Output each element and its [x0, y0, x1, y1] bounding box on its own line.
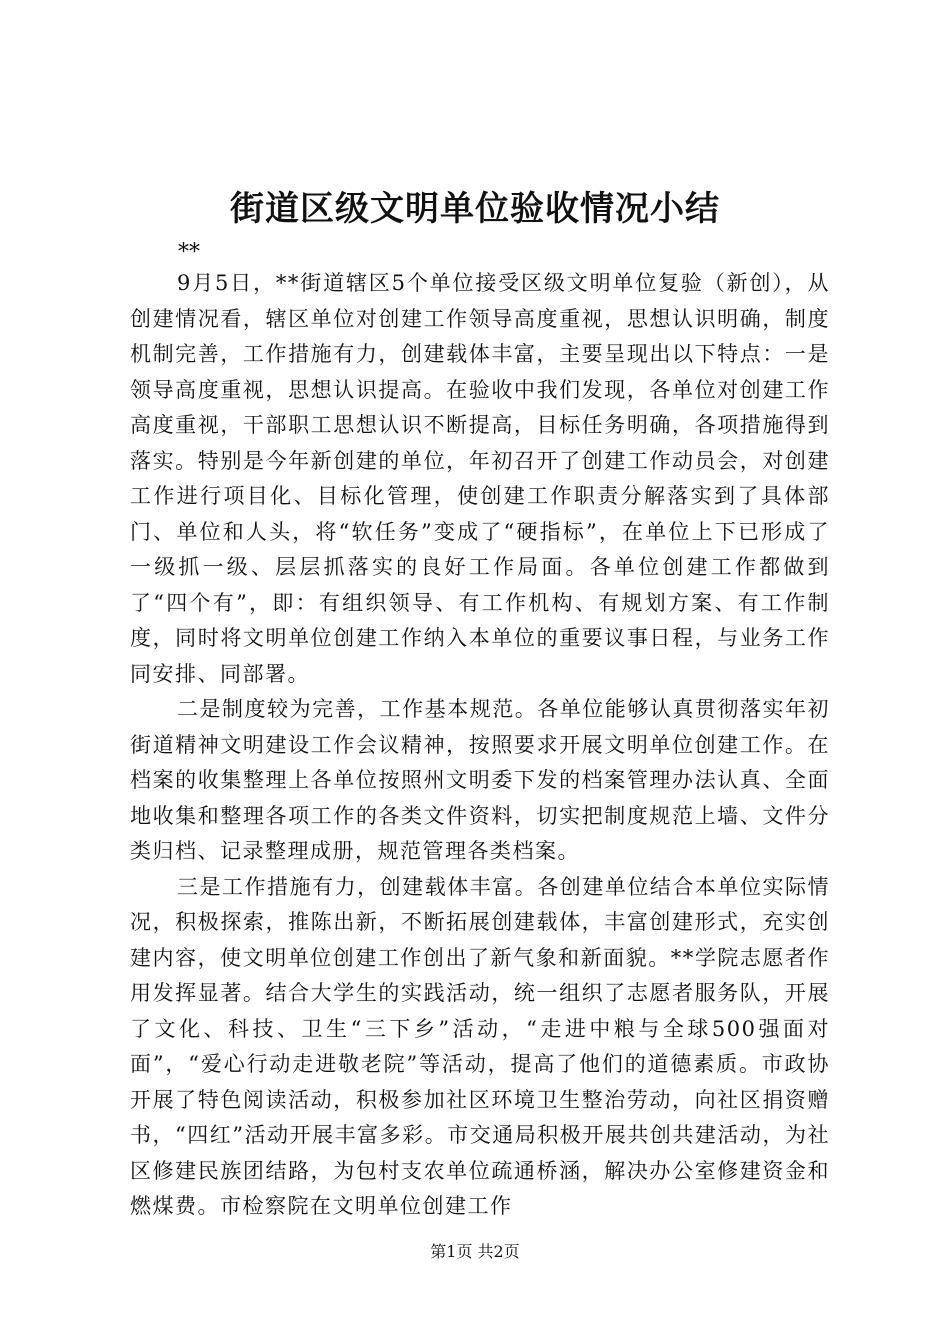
- paragraph-3: 三是工作措施有力，创建载体丰富。各创建单位结合本单位实际情况，积极探索，推陈出新，不断拓展创建载体，丰富创建形式，充实创建内容，使文明单位创建工作创出了新气象和新面貌。**学院志愿者作用发挥显著。结合大学生的实践活动，统一组织了志愿者服务队，开展了文化、科技、卫生“三下乡”活动，“走进中粮与全球500强面对面”，“爱心行动走进敬老院”等活动，提高了他们的道德素质。市政协开展了特色阅读活动，积极参加社区环境卫生整治劳动，向社区捐资赠书，“四红”活动开展丰富多彩。市交通局积极开展共创共建活动，为社区修建民族团结路，为包村支农单位疏通桥涵，解决办公室修建资金和燃煤费。市检察院在文明单位创建工作: [130, 874, 830, 1218]
- paragraph-2: 二是制度较为完善，工作基本规范。各单位能够认真贯彻落实年初街道精神文明建设工作会议精神，按照要求开展文明单位创建工作。在档案的收集整理上各单位按照州文明委下发的档案管理办法认真、全面地收集和整理各项工作的各类文件资料，切实把制度规范上墙、文件分类归档、记录整理成册，规范管理各类档案。: [130, 697, 830, 863]
- paragraph-1: 9月5日，**街道辖区5个单位接受区级文明单位复验（新创），从创建情况看，辖区单位对创建工作领导高度重视，思想认识明确，制度机制完善，工作措施有力，创建载体丰富，主要呈现出以下特点：一是领导高度重视，思想认识提高。在验收中我们发现，各单位对创建工作高度重视，干部职工思想认识不断提高，目标任务明确，各项措施得到落实。特别是今年新创建的单位，年初召开了创建工作动员会，对创建工作进行项目化、目标化管理，使创建工作职责分解落实到了具体部门、单位和人头，将“软任务”变成了“硬指标”，在单位上下已形成了一级抓一级、层层抓落实的良好工作局面。各单位创建工作都做到了“四个有”，即：有组织领导、有工作机构、有规划方案、有工作制度，同时将文明单位创建工作纳入本单位的重要议事日程，与业务工作同安排、同部署。: [130, 271, 830, 686]
- author-line: **: [178, 240, 200, 265]
- document-title: 街道区级文明单位验收情况小结: [230, 189, 720, 229]
- page-footer: 第1页 共2页: [430, 1242, 520, 1261]
- document-body: [130, 266, 830, 1225]
